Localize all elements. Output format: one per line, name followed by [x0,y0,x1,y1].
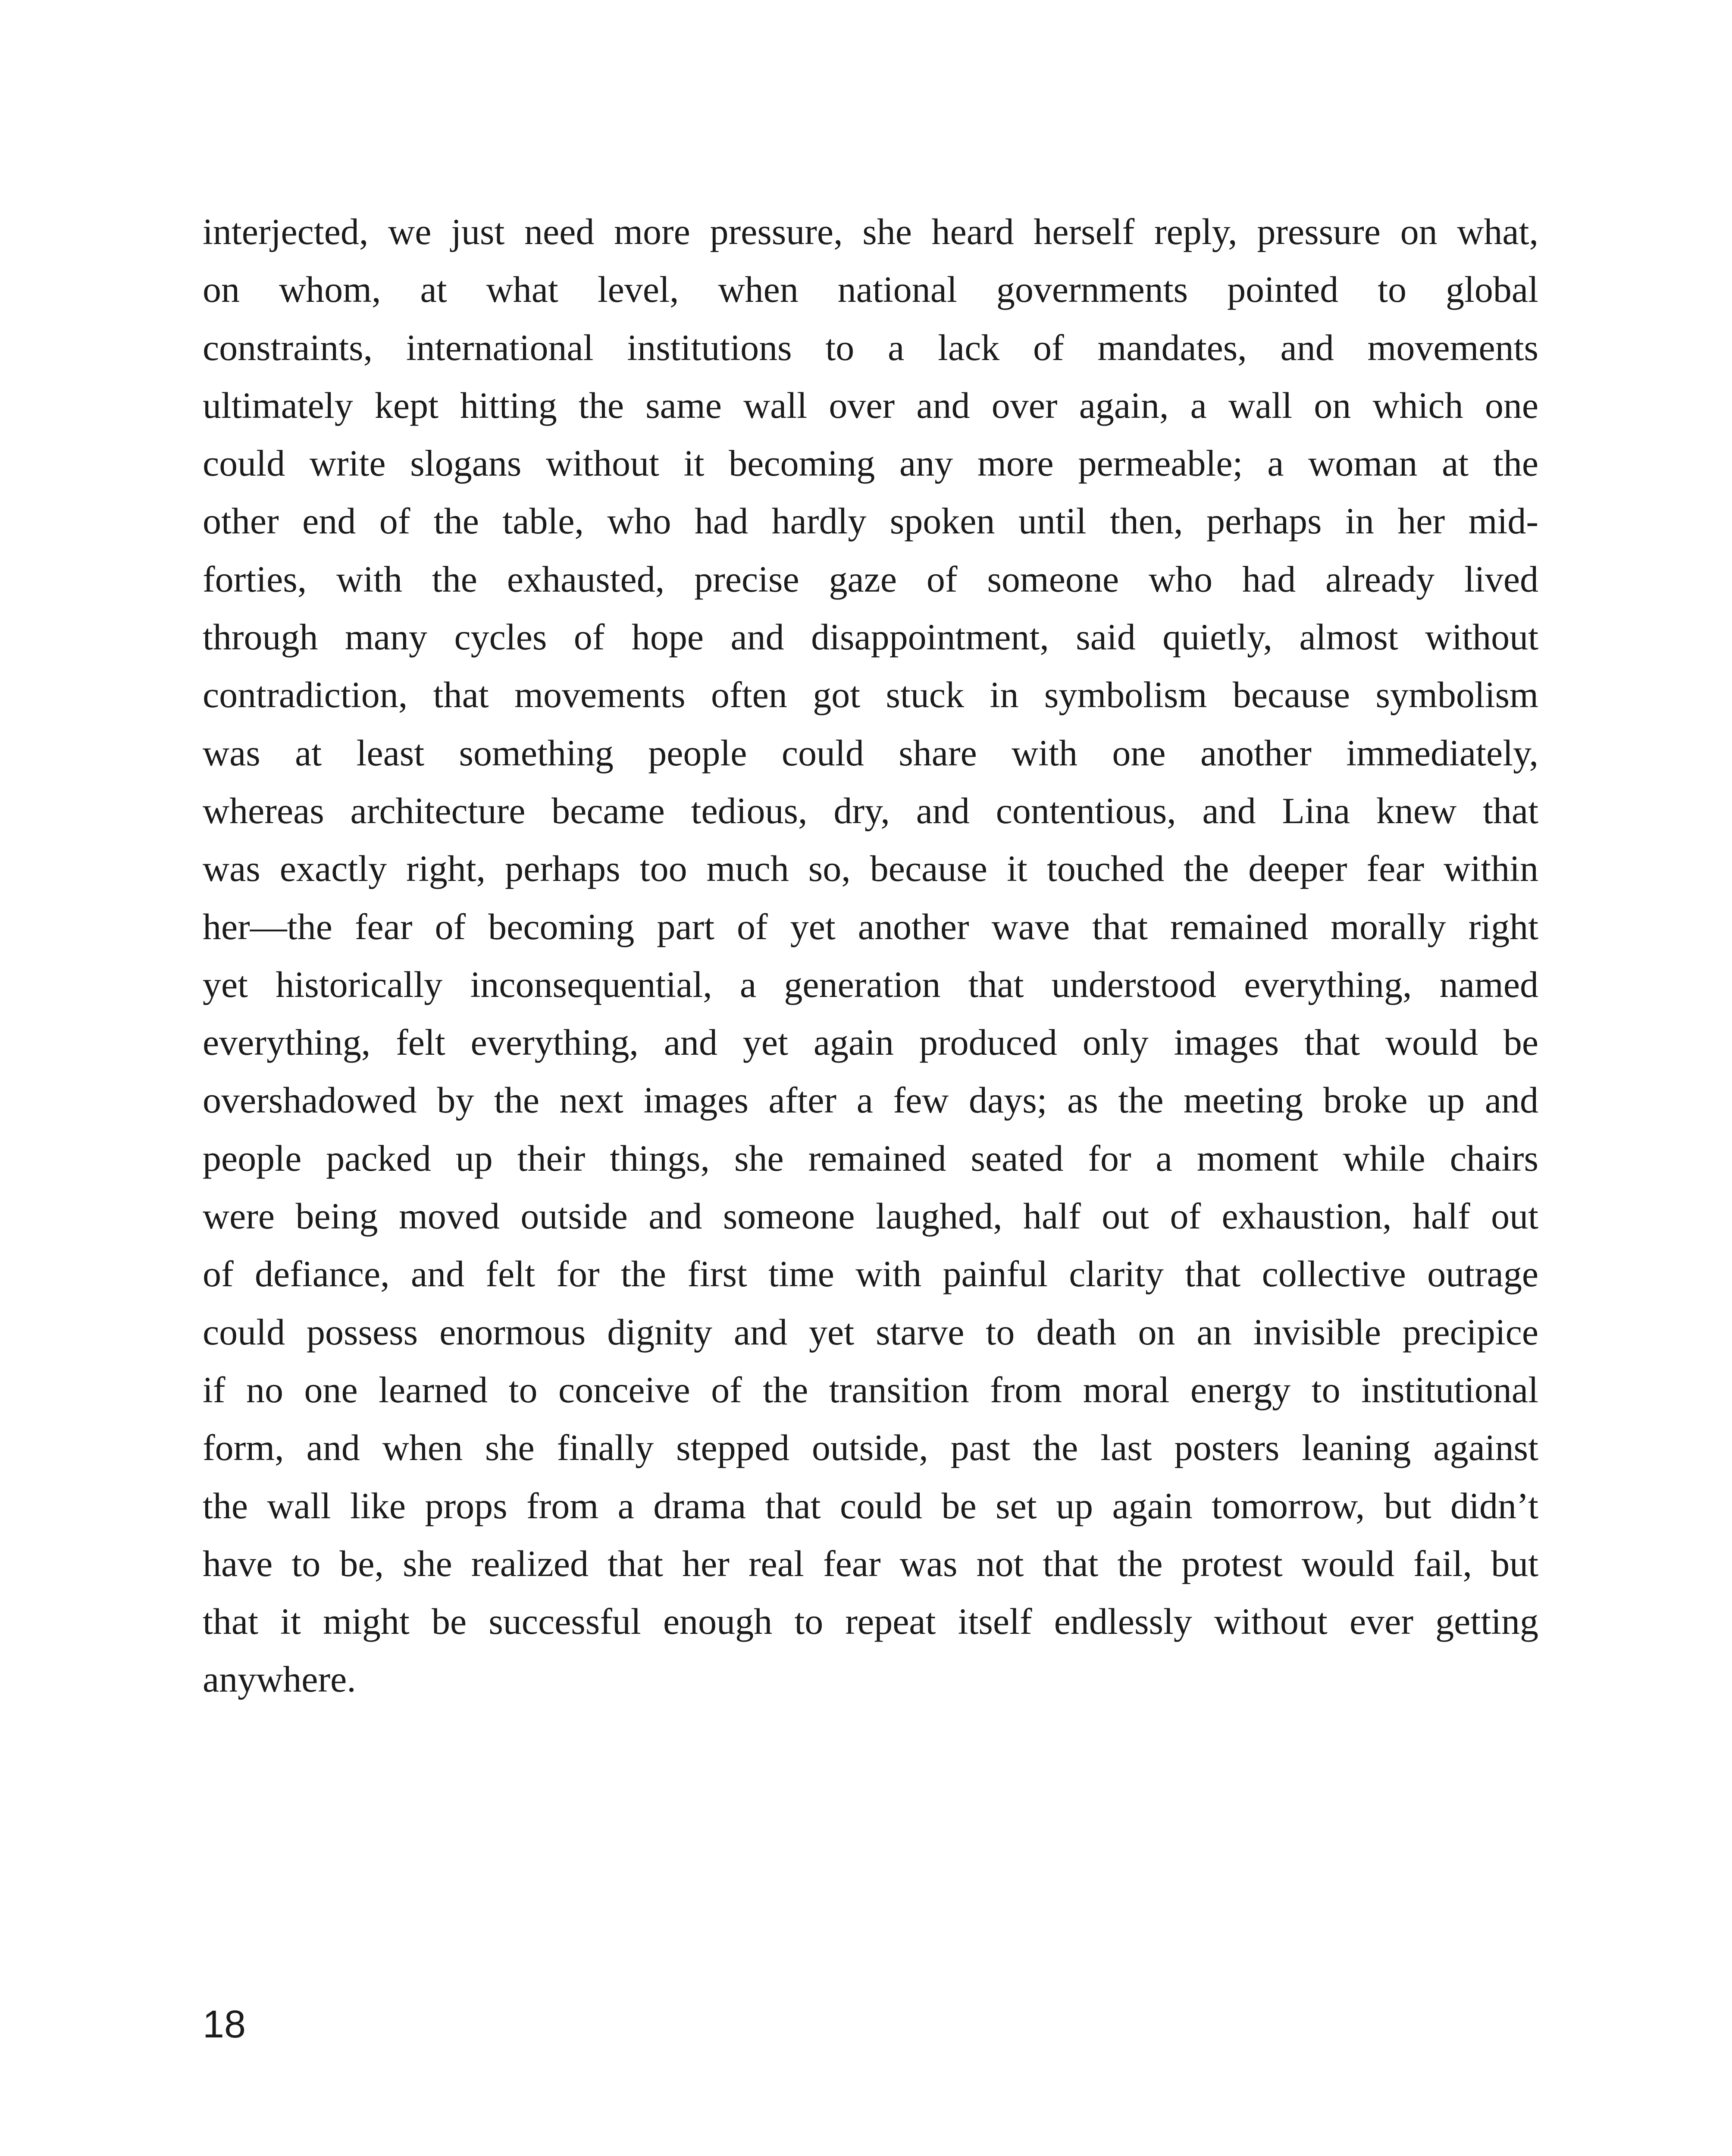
body-paragraph [203,203,1538,1708]
text-line: overshadowed by the next images after a few days; as the meeting broke up and [203,1079,1538,1121]
text-line: everything, felt everything, and yet again produced only images that would be [203,1022,1538,1063]
text-line: if no one learned to conceive of the transition from moral energy to institutional [203,1369,1538,1410]
text-line: could write slogans without it becoming any more permeable; a woman at the [203,442,1538,484]
text-line: could possess enormous dignity and yet starve to death on an invisible precipice [203,1311,1538,1353]
text-line: constraints, international institutions to a lack of mandates, and movements [203,326,1538,368]
text-line: on whom, at what level, when national governments pointed to global [203,269,1538,310]
text-line: have to be, she realized that her real fear was not that the protest would fail, but [203,1542,1538,1584]
text-line: was exactly right, perhaps too much so, because it touched the deeper fear within [203,848,1538,890]
text-line: people packed up their things, she remained seated for a moment while chairs [203,1137,1538,1179]
text-line: whereas architecture became tedious, dry, and contentious, and Lina knew that [203,790,1538,831]
text-line: form, and when she finally stepped outside, past the last posters leaning against [203,1427,1538,1469]
text-line: of defiance, and felt for the first time with painful clarity that collective outrage [203,1253,1538,1295]
text-line: was at least something people could share with one another immediately, [203,732,1538,774]
text-line: anywhere. [203,1658,356,1700]
text-line: the wall like props from a drama that could be set up again tomorrow, but didn’t [203,1485,1538,1526]
text-line: contradiction, that movements often got stuck in symbolism because symbolism [203,674,1538,716]
text-line: interjected, we just need more pressure, she heard herself reply, pressure on what, [203,211,1538,252]
text-line: forties, with the exhausted, precise gaze of someone who had already lived [203,558,1538,600]
page-number: 18 [203,2003,246,2046]
text-line: that it might be successful enough to repeat itself endlessly without ever getting [203,1601,1538,1642]
text-line: were being moved outside and someone laughed, half out of exhaustion, half out [203,1195,1538,1237]
text-line: through many cycles of hope and disappointment, said quietly, almost without [203,616,1538,658]
text-line: her—the fear of becoming part of yet another wave that remained morally right [203,906,1538,947]
text-line: other end of the table, who had hardly spoken until then, perhaps in her mid- [203,500,1538,542]
text-line: yet historically inconsequential, a generation that understood everything, named [203,963,1538,1005]
text-line: ultimately kept hitting the same wall over and over again, a wall on which one [203,384,1538,426]
